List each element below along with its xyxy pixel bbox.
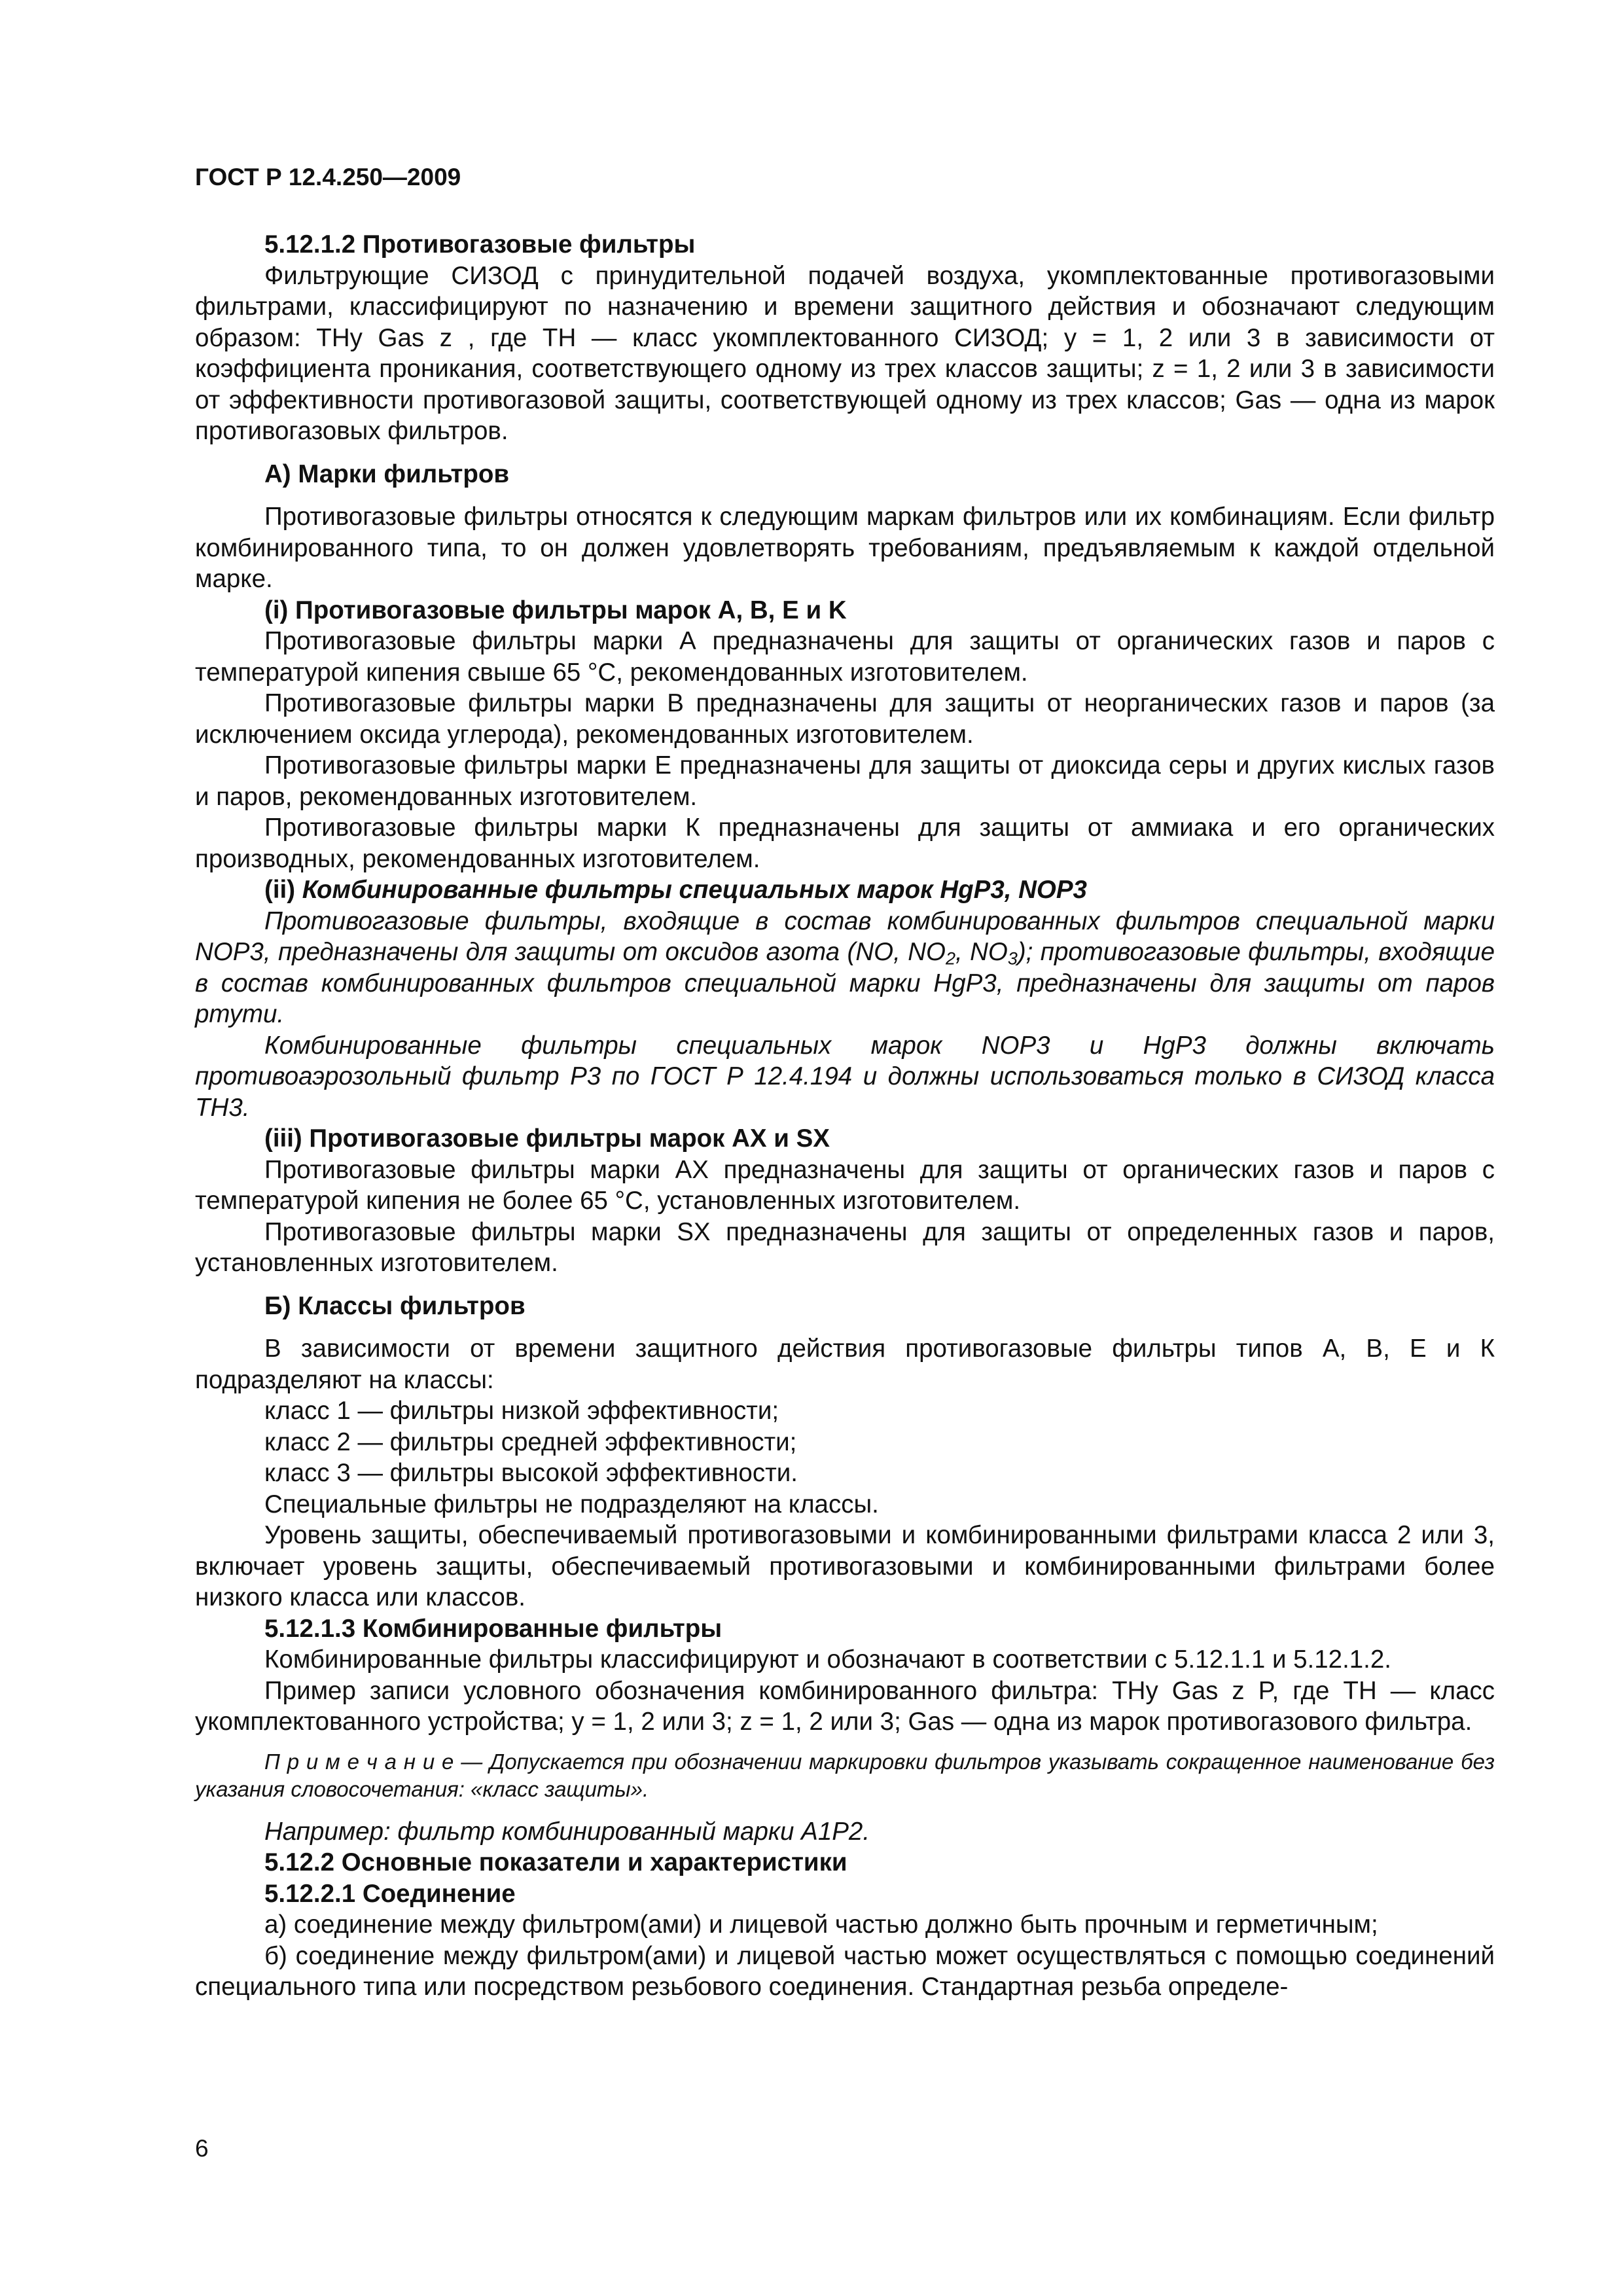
item-ii-para-2: Комбинированные фильтры специальных марок NOP3 и HgP3 должны включать противоаэрозольный фильтр Р3 по ГОСТ Р 12.4.194 и должны использоваться только в СИЗОД класса ТН3.	[195, 1031, 1495, 1122]
example-text: Например: фильтр комбинированный марки А1Р2.	[264, 1817, 870, 1846]
section-5-12-1-3-para-2: Пример записи условного обозначения комбинированного фильтра: THy Gas z P, где TH — класс укомплектованного устройства; y = 1, 2 или 3; z = 1, 2 или 3; Gas — одна из марок противогазового фильтра.	[195, 1676, 1495, 1736]
special-filters-text: Специальные фильтры не подразделяют на классы.	[264, 1490, 879, 1518]
item-i-para-4: Противогазовые фильтры марки К предназначены для защиты от аммиака и его органических производных, рекомендованных изготовителем.	[195, 814, 1495, 873]
item-iii-title: (iii) Противогазовые фильтры марок AX и SX	[264, 1124, 830, 1153]
item-i-para-1: Противогазовые фильтры марки А предназначены для защиты от органических газов и паров с температурой кипения свыше 65 °С, рекомендованных изготовителем.	[195, 627, 1495, 687]
page-number: 6	[195, 2135, 209, 2162]
subsection-b-intro: В зависимости от времени защитного действия противогазовые фильтры типов А, В, Е и К подразделяют на классы:	[195, 1335, 1495, 1394]
section-5-12-1-3-para-1: Комбинированные фильтры классифицируют и обозначают в соответствии с 5.12.1.1 и 5.12.1.2.	[264, 1645, 1391, 1674]
section-5-12-1-3-title: 5.12.1.3 Комбинированные фильтры	[264, 1614, 722, 1643]
subsection-a-intro: Противогазовые фильтры относятся к следующим маркам фильтров или их комбинациям. Если фильтр комбинированного типа, то он должен удовлетворять требованиям, предъявляемым к каждой отдельной марке.	[195, 503, 1495, 593]
subsection-a-title: А) Марки фильтров	[264, 459, 510, 488]
item-i-title: (i) Противогазовые фильтры марок A, B, E и K	[264, 596, 847, 624]
protection-level-text: Уровень защиты, обеспечиваемый противогазовыми и комбинированными фильтрами класса 2 или 3, включает уровень защиты, обеспечиваемый противогазовыми и комбинированными фильтрами более низкого класса или классов.	[195, 1521, 1495, 1611]
item-ii-para-1: Противогазовые фильтры, входящие в состав комбинированных фильтров специальной марки NOP3, предназначены для защиты от оксидов азота (NO, $NO_2$, $NO_3$); противогазовые фильтры, входящие в состав комбинированных фильтров специальной марки HgP3, предназначены для защиты от паров ртути.	[195, 906, 1495, 1028]
item-iii-para-1: Противогазовые фильтры марки АХ предназначены для защиты от органических газов и паров с температурой кипения не более 65 °С, установленных изготовителем.	[195, 1155, 1495, 1215]
document-header: ГОСТ Р 12.4.250—2009	[195, 164, 461, 190]
item-ii-number: (ii)	[264, 876, 296, 904]
subsection-b-title: Б) Классы фильтров	[264, 1291, 526, 1320]
section-5-12-1-2-text: Фильтрующие СИЗОД с принудительной подачей воздуха, укомплектованные противогазовыми фильтрами, классифицируют по назначению и времени защитного действия и обозначают следующим образом: THy Gas z , где TH — класс укомплектованного СИЗОД; y = 1, 2 или 3 в зависимости от коэффициента проникания, соответствующего одному из трех классов защиты; z = 1, 2 или 3 в зависимости от эффективности противогазовой защиты, соответствующей одному из трех классов; Gas — одна из марок противогазовых фильтров.	[195, 261, 1495, 445]
item-ii-heading: Комбинированные фильтры специальных марок HgP3, NOP3	[302, 876, 1087, 904]
section-5-12-2-title: 5.12.2 Основные показатели и характеристики	[264, 1848, 847, 1876]
class-3-item: класс 3 — фильтры высокой эффективности.	[264, 1459, 798, 1487]
document-body	[195, 229, 1495, 2003]
section-5-12-1-2-title: 5.12.1.2 Противогазовые фильтры	[264, 230, 696, 259]
note-label: П р и м е ч а н и е	[264, 1749, 454, 1774]
item-a-connection: а) соединение между фильтром(ами) и лицевой частью должно быть прочным и герметичным;	[264, 1910, 1378, 1939]
section-5-12-2-1-title: 5.12.2.1 Соединение	[264, 1879, 516, 1908]
item-ii-title	[195, 874, 1495, 906]
item-i-para-2: Противогазовые фильтры марки В предназначены для защиты от неорганических газов и паров (за исключением оксида углерода), рекомендованных изготовителем.	[195, 689, 1495, 749]
item-i-para-3: Противогазовые фильтры марки Е предназначены для защиты от диоксида серы и других кислых газов и паров, рекомендованных изготовителем.	[195, 751, 1495, 811]
item-b-connection: б) соединение между фильтром(ами) и лицевой частью может осуществляться с помощью соединений специального типа или посредством резьбового соединения. Стандартная резьба определе-	[195, 1941, 1495, 2001]
item-iii-para-2: Противогазовые фильтры марки SX предназначены для защиты от определенных газов и паров, установленных изготовителем.	[195, 1217, 1495, 1277]
class-1-item: класс 1 — фильтры низкой эффективности;	[264, 1397, 779, 1425]
class-2-item: класс 2 — фильтры средней эффективности;	[264, 1427, 797, 1456]
note-text: — Допускается при обозначении маркировки фильтров указывать сокращенное наименование без указания словосочетания: «класс защиты».	[195, 1749, 1495, 1801]
note	[195, 1748, 1495, 1803]
